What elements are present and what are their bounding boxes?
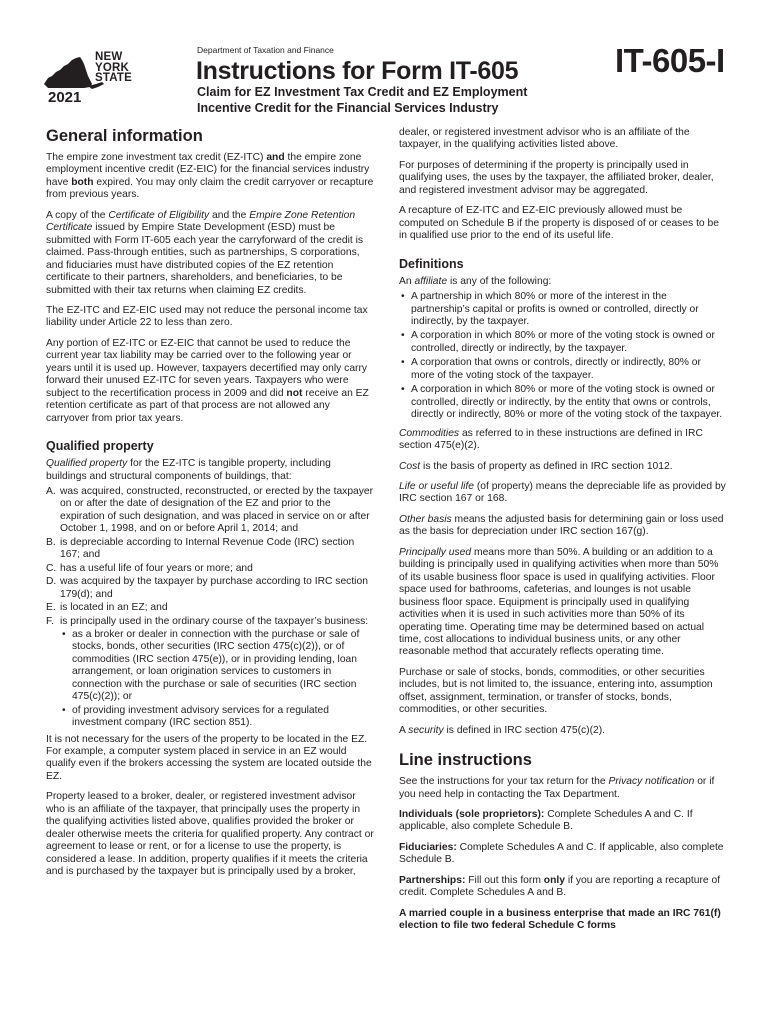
paragraph [399,809,727,834]
paragraph [46,458,374,483]
department-name: Department of Taxation and Finance [197,45,334,55]
list-marker: C. [46,562,57,574]
text: Qualified property [46,458,128,470]
list-text: A corporation that owns or controls, directly or indirectly, 80% or more of the voting stock of the taxpayer. [411,357,701,381]
text: and the [209,209,250,221]
list-marker: D. [46,576,57,588]
paragraph: A recapture of EZ-ITC and EZ-EIC previously allowed must be computed on Schedule B if the property is disposed of or ceases to be in qualified use prior to the end of its useful life. [399,205,719,242]
bullet-icon: • [401,330,405,342]
form-header [0,0,770,125]
section-heading-general: General information [46,127,203,145]
text: if you are reporting a recapture of credit. Complete Schedules A and B. [399,874,721,899]
text: is any of the following: [447,275,552,287]
list-marker: A. [46,485,56,497]
paragraph [399,725,727,737]
paragraph: Purchase or sale of stocks, bonds, commodities, or other securities includes, but is not limited to, the issuance, entering into, assumption offset, assignment, termination, or transfer of stocks, bonds, commodities, or other securities. [399,666,713,716]
text: Complete Schedules A and C. If applicable, also complete Schedule B. [399,841,724,866]
text: Fiduciaries: [399,841,457,853]
list-item [399,384,727,421]
list-item [399,330,727,355]
list-text: A corporation in which 80% or more of the voting stock is owned or controlled, directly or indirectly, by the taxpayer. [411,330,715,354]
bullet-icon: • [401,291,405,303]
text: and [266,152,285,163]
text: receive an EZ retention certificate as part of that process are not allowed any carryover from prior tax years. [46,387,369,424]
criteria-list [46,486,374,730]
text: Individuals (sole proprietors): [399,809,545,821]
page-title: Instructions for Form IT-605 [196,57,519,85]
paragraph: It is not necessary for the users of the property to be located in the EZ. For example, a computer system placed in service in an EZ would qualify even if the brokers accessing the system are located outside the EZ. [46,733,372,782]
text: issued by Empire State Development (ESD) must be submitted with Form IT-605 each year the carryforward of the credit is claimed. Pass-through entities, such as partnerships, S corporations, and fiduciaries must have distributed copies of the EZ retention certificate to their partners, shareholders, and beneficiaries, to be submitted with their tax returns when claiming EZ credits. [46,222,364,296]
text: only [543,874,565,886]
text: Any portion of EZ-ITC or EZ-EIC that cannot be used to reduce the current year tax liability may be carried over to the following year or years until it is used up. However, taxpayers decertified may only carry forward their unused EZ-ITC for seven years. Taxpayers who were subject to the recertification process in 2009 and did [46,337,368,399]
paragraph [399,776,727,801]
paragraph [46,152,374,202]
list-item [399,357,727,382]
list-marker: E. [46,602,56,614]
list-item [46,602,374,614]
section-heading-qualified-property: Qualified property [46,439,154,454]
text: (of property) means the depreciable life as provided by IRC section 167 or 168. [399,480,726,505]
section-heading-definitions: Definitions [399,256,464,271]
form-number: IT-605-I [615,42,725,79]
tax-year: 2021 [48,89,82,106]
logo-text [95,52,132,84]
list-text: is principally used in the ordinary course of the taxpayer’s business: [60,615,369,627]
right-column [399,127,727,941]
paragraph [46,338,374,425]
paragraph [46,210,374,297]
logo-line: STATE [95,72,132,84]
text: Commodities [399,427,460,439]
text: Life or useful life [399,480,474,492]
subtitle-line: Incentive Credit for the Financial Services Industry [197,101,499,115]
text: The empire zone investment tax credit (EZ-ITC) [46,152,267,163]
text: See the instructions for your tax return for the [399,776,609,788]
list-item [399,291,727,328]
text: A [399,724,409,736]
text: security [408,724,444,736]
list-text: of providing investment advisory services for a regulated investment company (IRC section 851). [72,704,329,729]
bullet-icon: • [401,357,405,369]
text: is the basis of property as defined in IRC section 1012. [420,460,673,472]
paragraph: For purposes of determining if the property is principally used in qualifying uses, the uses by the taxpayer, the affiliated broker, dealer, and registered investment advisor may be aggregated. [399,159,714,196]
list-marker: F. [46,615,55,627]
bullet-icon: • [62,704,66,716]
text: the empire zone employment incentive credit (EZ-EIC) for the financial services industry have [46,152,370,188]
paragraph [399,276,727,288]
paragraph [399,842,727,867]
list-item [46,616,374,730]
bullet-icon: • [401,384,405,396]
text: means the adjusted basis for determining gain or loss used as the basis for depreciation under IRC section 167(g). [399,513,724,538]
text: Partnerships: [399,874,466,886]
paragraph [399,481,727,506]
logo-line: NEW [95,51,123,63]
paragraph [399,461,727,473]
text: expired. You may only claim the credit carryover or recapture from previous years. [46,176,374,201]
sub-list [60,629,374,730]
text: for the EZ-ITC is tangible property, including buildings and structural components of buildings, that: [46,458,331,482]
nys-logo [38,52,168,108]
text: Certificate of Eligibility [108,209,210,221]
list-text: A corporation in which 80% or more of the voting stock is owned or controlled, directly or indirectly, by the entity that owns or controls, directly or indirectly, 80% or more of the voting stock of the taxpayer. [411,384,723,421]
text: means more than 50%. A building or an addition to a building is principally used in qualifying activities when more than 50% of its usable business floor space is used in qualifying activities. Floor space used for bathrooms, cafeterias, and lounges is not usable business floor space. Equipment is principally used in qualifying activities when it is used in such activities more than 50% of its operating time. Operating time may be determined based on actual time, cost allocations to individual business units, or any other reasonable method that accurately reflects operating time. [399,546,719,658]
text: An [399,275,415,287]
list-item [60,629,374,704]
list-item [46,537,374,562]
list-text: A partnership in which 80% or more of the interest in the partnership’s capital or profits is owned or controlled, directly or indirectly, by the taxpayer. [411,291,699,327]
text: A married couple in a business enterprise that made an IRC 761(f) election to file two federal Schedule C forms [399,907,721,932]
bullet-icon: • [62,628,66,640]
text: Other basis [399,513,452,525]
page-subtitle [197,84,617,116]
list-item [60,705,374,730]
subtitle-line: Claim for EZ Investment Tax Credit and EZ Employment [197,85,528,99]
paragraph [399,428,727,453]
text: A copy of the [46,209,109,221]
paragraph: dealer, or registered investment advisor who is an affiliate of the taxpayer, in the qualifying activities listed above. [399,127,690,151]
list-item [46,486,374,536]
paragraph [399,514,727,539]
text: as referred to in these instructions are defined in IRC section 475(e)(2). [399,427,703,452]
affiliate-list [399,291,727,422]
text: Cost [399,460,421,472]
list-item [46,563,374,575]
text: Empire Zone Retention Certificate [46,209,356,234]
paragraph [399,875,727,900]
list-text: was acquired, constructed, reconstructed, or erected by the taxpayer on or after the date of designation of the EZ and prior to the expiration of such designation, and was placed in service on or after October 1, 1998, and on or before April 1, 2014; and [60,485,374,535]
text: or if you need help in contacting the Tax Department. [399,776,715,800]
list-marker: B. [46,536,56,548]
paragraph [399,908,727,933]
text: Fill out this form [465,874,544,886]
text: affiliate [414,275,448,287]
paragraph [399,547,727,659]
list-text: is located in an EZ; and [60,602,168,614]
text: is defined in IRC section 475(c)(2). [443,724,606,736]
text: not [286,387,303,399]
paragraph: The EZ-ITC and EZ-EIC used may not reduce the personal income tax liability under Article 22 to less than zero. [46,304,368,329]
list-text: has a useful life of four years or more; and [60,562,253,574]
list-text: was acquired by the taxpayer by purchase according to IRC section 179(d); and [60,576,368,600]
logo-line: YORK [95,61,130,74]
text: Principally used [399,546,472,558]
text: Complete Schedules A and C. If applicable, also complete Schedule B. [399,809,693,833]
list-text: as a broker or dealer in connection with the purchase or sale of stocks, bonds, other securities (IRC section 475(c)(2)), or of commodities (IRC section 475(e)), or in providing lending, loan arrangement, or loan origination services to customers in connection with the purchase or sale of securities (IRC section 475(c)(2)); or [72,628,360,703]
left-column [46,127,374,887]
text: both [71,176,94,188]
text: Privacy notification [608,776,695,788]
section-heading-line-instructions: Line instructions [399,751,532,770]
list-item [46,576,374,601]
list-text: is depreciable according to Internal Revenue Code (IRC) section 167; and [60,536,355,561]
paragraph: Property leased to a broker, dealer, or registered investment advisor who is an affiliate of the taxpayer, that principally uses the property in the qualifying activities listed above, qualifies provided the broker or dealer otherwise meets the criteria for qualified property. Any contract or agreement to lease or rent, or for a license to use the property, is considered a lease. In addition, property qualifies if it meets the criteria and is purchased by the taxpayer but is principally used by a broker, [46,791,374,878]
